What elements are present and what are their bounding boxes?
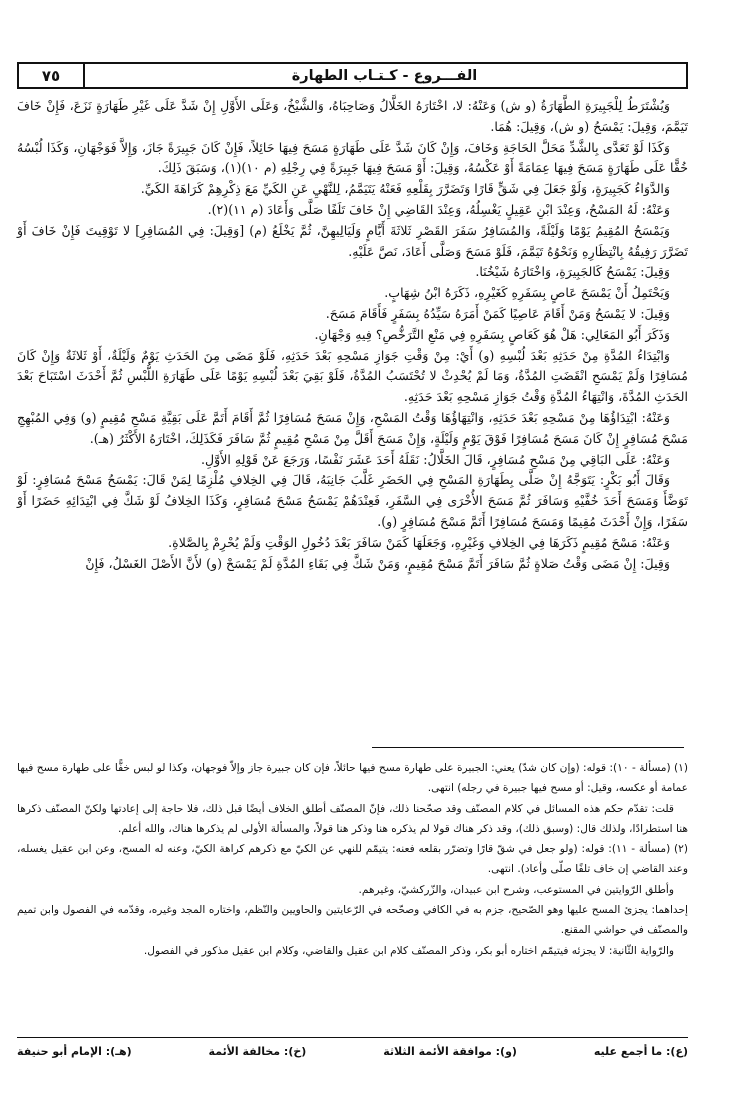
page-number: ٧٥ <box>19 64 85 87</box>
footnote: (١) (مسألة - ١٠): قوله: (وإن كان شدّ) يعني: الجبيرة على طهارة مسح فيها حائلاً، فإن كان جبيرة جاز وإلاّ فوجهان، وكذا لو لبس خفًّا على طهارة مسح فيها عمامة أو عكسه، وقيل: أو مسح فيها جبيرة في رجله) انتهى. <box>17 762 688 795</box>
footnote: إحداهما: يجزئ المسح عليها وهو الصّحيح، جزم به في الكافي وصحّحه في الرّعايتين والحاويين والنّظم، واختاره المجد وغيره، وقدّمه في الفصول وابن تميم والمصنّف في حواشي المقنع. <box>17 904 688 937</box>
main-paragraph: وَعَنْهُ: عَلَى البَاقِي مِنْ مَسْحِ مُسَافِرٍ، قَالَ الخَلَّالُ: نَقَلَهُ أَحَدَ عَشَرَ نَفْسًا، وَرَجَعَ عَنْ قَوْلِهِ الأَوَّلِ. <box>201 451 670 467</box>
running-title: الفـــروع - كـتـاب الطهارة <box>291 67 478 84</box>
symbols-legend <box>17 1040 688 1062</box>
main-paragraph: وَكَذَا لَوْ تَعَدَّى بِالشَّدِّ مَحَلَّ الحَاجَةِ وَخَافَ، وَإِنْ كَانَ شَدَّ عَلَى طَهَارَةٍ مَسَحَ فِيهَا حَائِلاً، فَإِنْ كَانَ جَبِيرَةً جَازَ، وَإِلاَّ فَوَجْهَانِ، وَكَذَا لُبْسُهُ خُفًّا عَلَى طَهَارَةٍ مَسَحَ فِيهَا عِمَامَةً أَوْ عَكْسُهُ، وَقِيلَ: أَوْ مَسَحَ فِيهَا جَبِيرَةً فِي رِجْلِهِ (م ١٠)(١)، وَسَبَقَ ذَلِكَ. <box>17 139 688 176</box>
main-paragraph: وَيَمْسَحُ المُقِيمُ يَوْمًا وَلَيْلَةً، وَالمُسَافِرُ سَفَرَ القَصْرِ ثَلاثَةَ أَيَّامٍ وَلَيَالِيهِنَّ، ثُمَّ يَخْلَعُ (م) [وَقِيلَ: فِي المُسَافِرِ] لا تَوْقِيتَ فَإِنْ خَافَ أَوْ تَضَرَّرَ رَفِيقُهُ بِانْتِظَارِهِ وَنَحْوُهُ تَيَمَّمَ، فَلَوْ مَسَحَ وَصَلَّى أَعَادَ، نَصَّ عَلَيْهِ. <box>17 222 688 259</box>
main-paragraph: وَابْتِدَاءُ المُدَّةِ مِنْ حَدَثِهِ بَعْدَ لُبْسِهِ (و) أَيْ: مِنْ وَقْتِ جَوَازِ مَسْحِهِ بَعْدَ حَدَثِهِ، فَلَوْ مَضَى مِنَ الحَدَثِ يَوْمٌ وَلَيْلَةٌ، أَوْ ثَلاثَةٌ وَإِنْ كَانَ مُسَافِرًا وَلَمْ يَمْسَحِ انْقَضَتِ المُدَّةُ، وَمَا لَمْ يُحْدِثْ لا تُحْتَسَبُ المُدَّةُ، فَلَوْ بَقِيَ بَعْدَ لُبْسِهِ يَوْمًا عَلَى طَهَارَةِ اللُّبْسِ ثُمَّ أَحْدَثَ اسْتَبَاحَ بَعْدَ الحَدَثِ المُدَّةَ، وَانْتِهَاءُ المُدَّةِ وَقْتُ جَوَازِ مَسْحِهِ بَعْدَ حَدَثِهِ. <box>17 347 688 405</box>
main-paragraph: وَقِيلَ: يَمْسَحُ كَالجَبِيرَةِ، وَاخْتَارَهُ شَيْخُنَا. <box>475 264 670 280</box>
legend-agreed: (ع): ما أجمع عليه <box>593 1044 688 1058</box>
main-text <box>17 96 688 574</box>
legend-three-imams: (و): موافقة الأئمة الثلاثة <box>383 1044 517 1058</box>
page-header <box>17 62 688 89</box>
footnote: قلت: تقدّم حكم هذه المسائل في كلام المصنّف وقد صحّحنا ذلك، فإنّ المصنّف أطلق الخلاف أيضًا قبل ذلك، فلا حاجة إلى إعادتها ولكنّ المصنّف ذكرها هنا استطرادًا، ولذلك قال: (وسبق ذلك)، وقد ذكر هناك قولا لم يذكره هنا وذكر هنا قولاً، والمسألة الأولى لم يذكرها هناك، والله أعلم. <box>17 802 688 835</box>
main-paragraph: وَيَحْتَمِلُ أَنْ يَمْسَحَ عَاصٍ بِسَفَرِهِ كَغَيْرِهِ، ذَكَرَهُ ابْنُ شِهَابٍ. <box>384 285 670 301</box>
main-paragraph: وَيُشْتَرَطُ لِلْجَبِيرَةِ الطَّهَارَةُ (و ش) وَعَنْهُ: لا، اخْتَارَهُ الخَلَّالُ وَصَاحِبَاهُ، وَالشَّيْخُ، وَعَلَى الأَوَّلِ إِنْ شَدَّ عَلَى غَيْرِ طَهَارَةٍ نَزَعَ، فَإِنْ خَافَ تَيَمَّمَ، وَقِيلَ: يَمْسَحُ (و ش)، وَقِيلَ: هُمَا. <box>17 98 688 134</box>
main-paragraph: وَقِيلَ: لا يَمْسَحُ وَمَنْ أَقَامَ عَاصِيًا كَمَنْ أَمَرَهُ سَيِّدُهُ بِسَفَرٍ فَأَقَامَ مَسَحَ. <box>325 305 670 321</box>
footnote: وأطلق الرّوايتين في المستوعب، وشرح ابن عبيدان، والزّركشيّ، وغيرهم. <box>358 883 674 896</box>
footer-separator <box>17 1037 688 1038</box>
footnote: والرّواية الثّانية: لا يجزئه فيتيمّم اختاره أبو بكر، وذكر المصنّف كلام ابن عقيل والقاضي، وكلام ابن عقيل مذكور في الفصول. <box>143 944 674 957</box>
legend-abu-hanifa: (هـ): الإمام أبو حنيفة <box>17 1044 132 1058</box>
footnote: (٢) (مسألة - ١١): قوله: (ولو جعل في شقّ قارًا وتضرّر بقلعه فعنه: يتيمّم للنهي عن الكيّ مع ذكرهم كراهة الكيّ، وعنه له المسح، وعن ابن عقيل يغسله، وعند القاضي إن خاف تلفًا صلّى وأعاد). انتهى. <box>17 843 688 876</box>
footnotes <box>17 758 688 961</box>
main-paragraph: وَعَنْهُ: مَسْحَ مُقِيمٍ ذَكَرَهَا فِي الخِلافِ وَغَيْرِهِ، وَجَعَلَهَا كَمَنْ سَافَرَ بَعْدَ دُخُولِ الوَقْتِ وَلَمْ يُحْرِمْ بِالصَّلاةِ. <box>168 534 670 550</box>
main-paragraph: وَذَكَرَ أَبُو المَعَالِي: هَلْ هُوَ كَعَاصٍ بِسَفَرِهِ فِي مَنْعِ التَّرَخُّصِ؟ فِيهِ وَجْهَانِ. <box>314 326 670 342</box>
main-paragraph: وَالدَّوَاءُ كَجَبِيرَةٍ، وَلَوْ جَعَلَ فِي شَقٍّ قَارًا وَتَضَرَّرَ بِقَلْعِهِ فَعَنْهُ يَتَيَمَّمُ، لِلنَّهْيِ عَنِ الكَيِّ مَعَ ذِكْرِهِمْ كَرَاهَةَ الكَيِّ. <box>140 181 670 197</box>
main-paragraph: وَعَنْهُ: ابْتِدَاؤُهَا مِنْ مَسْحِهِ بَعْدَ حَدَثِهِ، وَانْتِهَاؤُهَا وَقْتُ المَسْحِ، وَإِنْ مَسَحَ مُسَافِرًا ثُمَّ أَقَامَ أَتَمَّ عَلَى بَقِيَّةِ مَسْحِ مُقِيمٍ (و) وَفِي المُبْهِجِ مَسْحَ مُسَافِرٍ إِنْ كَانَ مَسَحَ مُسَافِرًا فَوْقَ يَوْمٍ وَلَيْلَةٍ، وَإِنْ مَسَحَ أَقَلَّ مِنْ مَسْحِ مُقِيمٍ ثُمَّ سَافَرَ فَكَذَلِكَ، اخْتَارَهُ الأَكْثَرُ (هـ). <box>17 409 688 446</box>
footnote-separator <box>372 747 684 748</box>
main-paragraph: وَعَنْهُ: لَهُ المَسْحُ، وَعِنْدَ ابْنِ عَقِيلٍ يَغْسِلُهُ، وَعِنْدَ القَاضِي إِنْ خَافَ تَلَفًا صَلَّى وَأَعَادَ (م ١١)(٢). <box>207 201 670 217</box>
main-paragraph: وَقَالَ أَبُو بَكْرٍ: يَتَوَجَّهُ إِنْ صَلَّى بِطَهَارَةِ المَسْحِ فِي الحَضَرِ غَلَّبَ جَانِبَهُ، قَالَ فِي الخِلافِ مُلْزِمًا لِمَنْ قَالَ: يَمْسَحُ مَسْحَ مُسَافِرٍ: لَوْ تَوَضَّأَ وَمَسَحَ أَحَدَ خُفَّيْهِ وَسَافَرَ ثُمَّ مَسَحَ الأُخْرَى فِي السَّفَرِ، فَعِنْدَهُمْ يَمْسَحُ مَسْحَ مُسَافِرٍ، وَكَذَا الخِلافُ لَوْ شَكَّ فِي ابْتِدَائِهِ حَضَرًا أَوْ سَفَرًا، وَإِنْ أَحْدَثَ مُقِيمًا وَمَسَحَ مُسَافِرًا أَتَمَّ مَسْحَ مُسَافِرٍ (و). <box>17 472 688 529</box>
main-paragraph: وَقِيلَ: إِنْ مَضَى وَقْتُ صَلاةٍ ثُمَّ سَافَرَ أَتَمَّ مَسْحَ مُقِيمٍ، وَمَنْ شَكَّ فِي بَقَاءِ المُدَّةِ لَمْ يَمْسَحْ (و) لأَنَّ الأَصْلَ الغَسْلُ، فَإِنْ <box>85 555 670 571</box>
legend-against-imams: (خ): مخالفة الأئمة <box>208 1044 307 1058</box>
